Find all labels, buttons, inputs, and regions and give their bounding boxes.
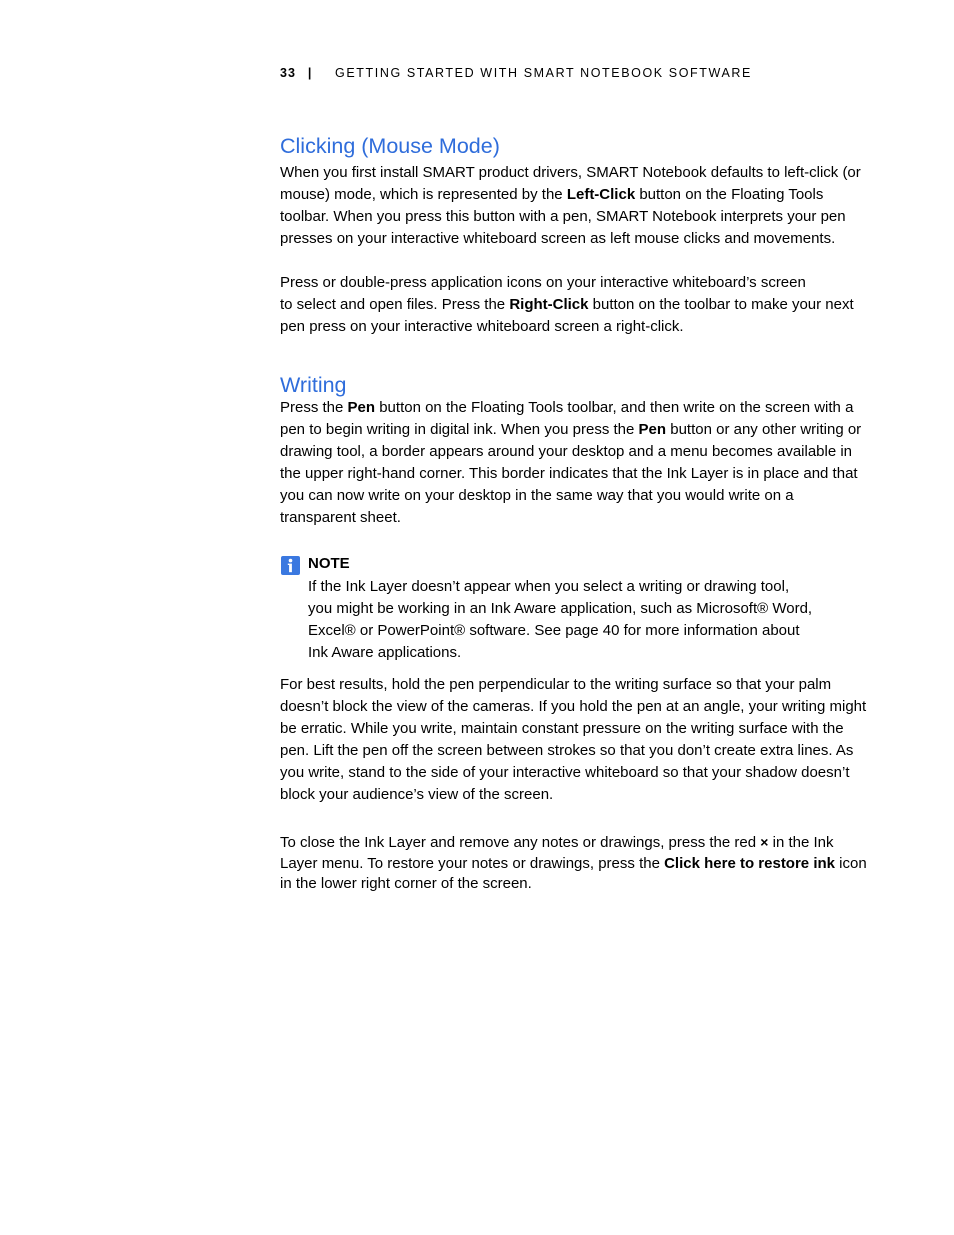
main-content	[280, 131, 870, 895]
note-body: If the Ink Layer doesn’t appear when you select a writing or drawing tool, you might be working in an Ink Aware application, such as Microsoft® Word, Excel® or PowerPoint® software. See page 40 for more information about Ink Aware applications.	[308, 578, 813, 661]
section-heading-writing: Writing	[280, 373, 347, 397]
section-heading-clicking: Clicking (Mouse Mode)	[280, 134, 500, 158]
writing-paragraph-2: For best results, hold the pen perpendicular to the writing surface so that your palm doesn’t block the view of the cameras. If you hold the pen at an angle, your writing might be erratic. While you write, maintain constant pressure on the writing surface with the pen. Lift the pen off the screen between strokes so that you don’t create extra lines. As you write, stand to the side of your interactive whiteboard so that your shadow doesn’t block your audience’s view of the screen.	[280, 676, 867, 803]
header-title: GETTING STARTED WITH SMART NOTEBOOK SOFTWARE	[335, 66, 752, 80]
right-click-term: Right-Click	[509, 296, 589, 313]
info-icon	[281, 556, 300, 575]
note-box	[280, 553, 870, 664]
running-header	[280, 66, 752, 80]
close-x-glyph: ×	[760, 834, 769, 850]
writing-paragraph-3: To close the Ink Layer and remove any notes or drawings, press the red × in the Ink Layer menu. To restore your notes or drawings, press the Click here to restore ink icon in the lower right corner of the screen.	[280, 834, 867, 892]
page-number: 33	[280, 66, 296, 80]
left-click-term: Left-Click	[566, 186, 636, 203]
writing-paragraph-1: Press the Pen button on the Floating Tools toolbar, and then write on the screen with a pen to begin writing in digital ink. When you press the Pen button or any other writing or drawing tool, a border appears around your desktop and a menu becomes available in the upper right-hand corner. This border indicates that the Ink Layer is in place and that you can now write on your desktop in the same way that you would write on a transparent sheet.	[280, 399, 862, 526]
pen-term: Pen	[638, 421, 667, 438]
note-title: NOTE	[308, 555, 350, 572]
clicking-paragraph-2: Press or double-press application icons on your interactive whiteboard’s screen to select and open files. Press the Right-Click button on the toolbar to make your next pen press on your interactive whiteboard screen a right-click.	[280, 274, 854, 335]
clicking-paragraph-1: When you first install SMART product drivers, SMART Notebook defaults to left-click (or mouse) mode, which is represented by the Left-Click button on the Floating Tools toolbar. When you press this button with a pen, SMART Notebook interprets your pen presses on your interactive whiteboard screen as left mouse clicks and movements.	[280, 164, 861, 247]
header-separator: |	[307, 66, 314, 80]
pen-term: Pen	[347, 399, 376, 416]
restore-ink-term: Click here to restore ink	[664, 854, 835, 872]
